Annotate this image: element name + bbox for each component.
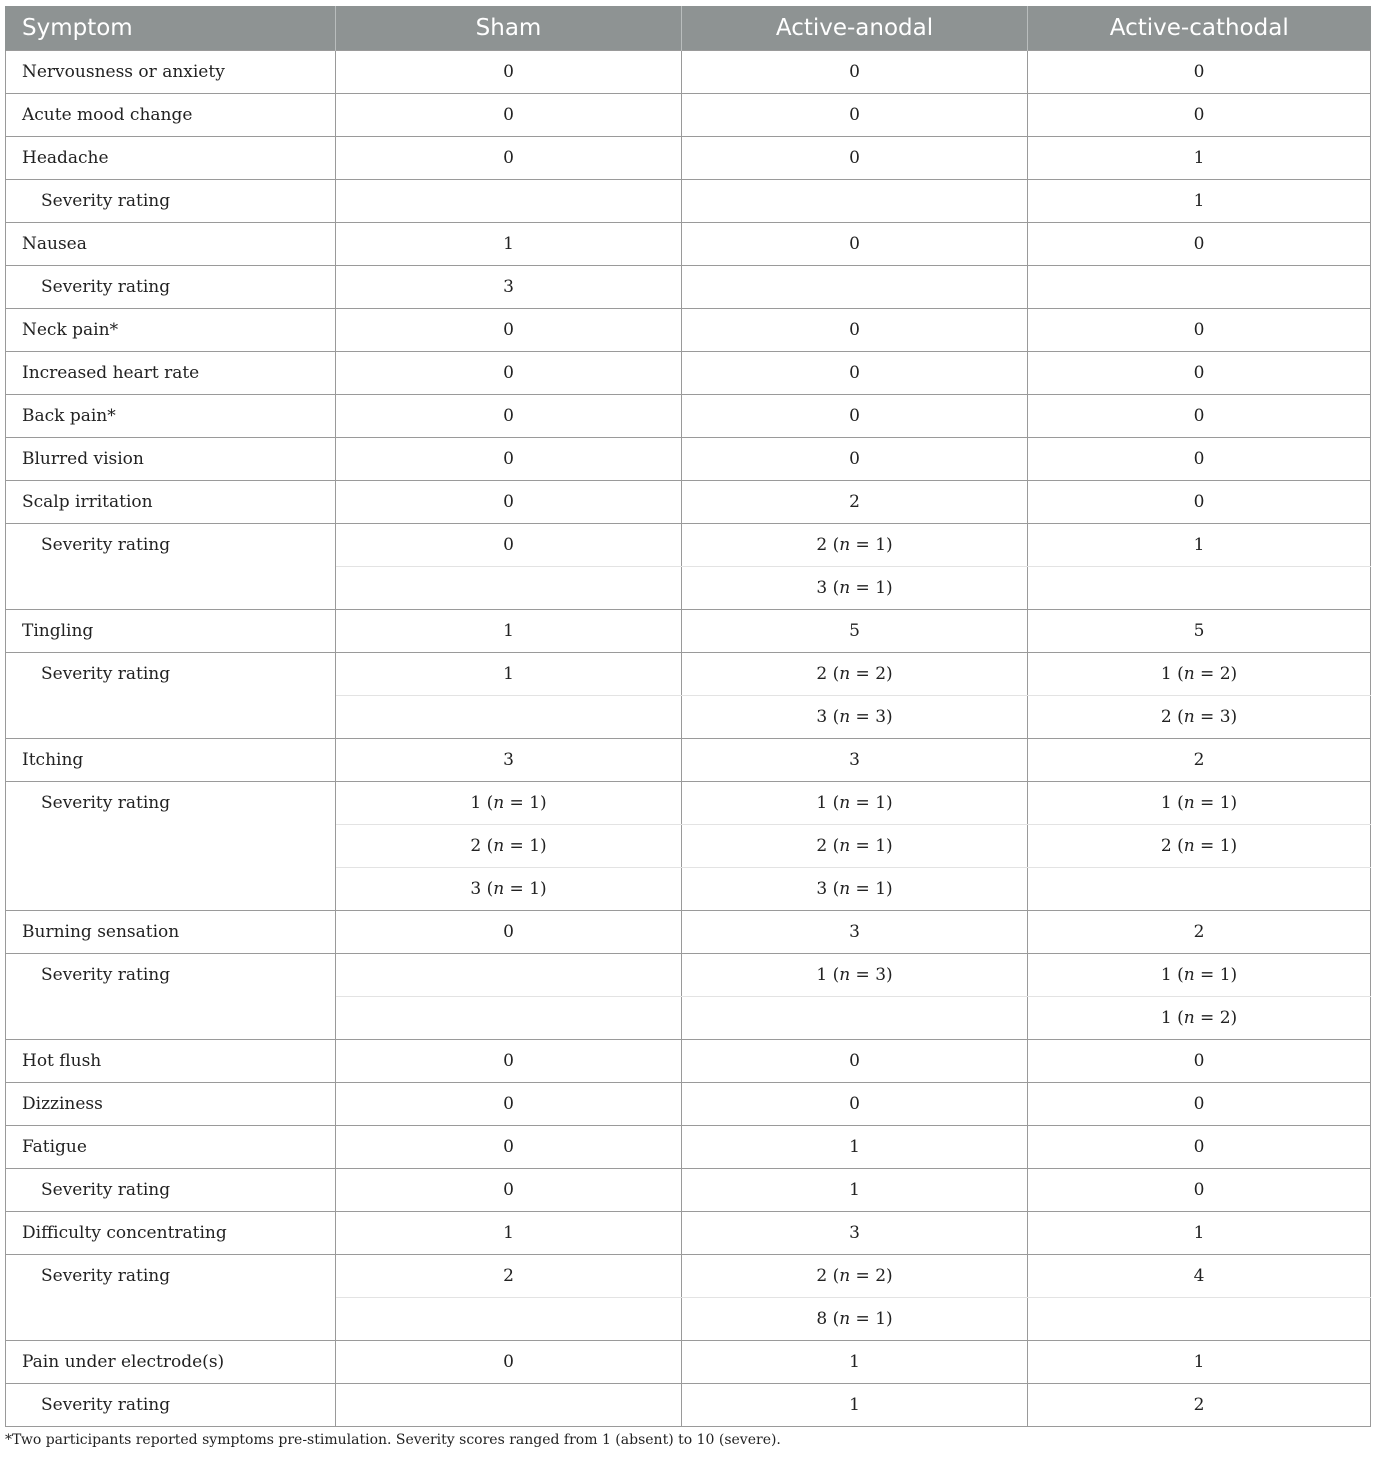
cell-active-cathodal: 0 bbox=[1028, 51, 1371, 94]
cell-sham: 1 bbox=[336, 653, 682, 696]
cell-active-cathodal: 1 bbox=[1028, 1212, 1371, 1255]
table-row bbox=[6, 438, 1371, 481]
cell-active-anodal: 3 bbox=[682, 1212, 1028, 1255]
cell-active-anodal: 0 bbox=[682, 137, 1028, 180]
col-header-active-anodal: Active-anodal bbox=[682, 6, 1028, 51]
table-row bbox=[6, 1384, 1371, 1427]
symptom-label: Itching bbox=[6, 739, 336, 782]
table-row bbox=[6, 524, 1371, 567]
cell-active-anodal: 1 bbox=[682, 1126, 1028, 1169]
cell-active-cathodal: 0 bbox=[1028, 481, 1371, 524]
cell-sham: 0 bbox=[336, 1126, 682, 1169]
cell-sham: 0 bbox=[336, 352, 682, 395]
cell-active-anodal: 2 (n = 1) bbox=[682, 825, 1028, 868]
col-header-active-cathodal: Active-cathodal bbox=[1028, 6, 1371, 51]
symptom-label: Fatigue bbox=[6, 1126, 336, 1169]
cell-active-anodal: 0 bbox=[682, 309, 1028, 352]
cell-active-cathodal: 4 bbox=[1028, 1255, 1371, 1298]
cell-sham: 1 (n = 1) bbox=[336, 782, 682, 825]
cell-active-anodal: 0 bbox=[682, 1040, 1028, 1083]
cell-active-anodal: 0 bbox=[682, 395, 1028, 438]
cell-sham bbox=[336, 696, 682, 739]
cell-active-cathodal: 2 (n = 1) bbox=[1028, 825, 1371, 868]
cell-sham: 3 bbox=[336, 266, 682, 309]
symptom-label: Neck pain* bbox=[6, 309, 336, 352]
cell-active-cathodal: 1 (n = 2) bbox=[1028, 653, 1371, 696]
table-row bbox=[6, 1341, 1371, 1384]
cell-active-cathodal: 0 bbox=[1028, 309, 1371, 352]
cell-sham: 0 bbox=[336, 1169, 682, 1212]
cell-sham: 0 bbox=[336, 94, 682, 137]
symptom-label: Tingling bbox=[6, 610, 336, 653]
cell-sham: 3 (n = 1) bbox=[336, 868, 682, 911]
cell-active-cathodal: 0 bbox=[1028, 94, 1371, 137]
cell-active-anodal: 0 bbox=[682, 1083, 1028, 1126]
severity-label: Severity rating bbox=[6, 1255, 336, 1341]
symptom-label: Burning sensation bbox=[6, 911, 336, 954]
table-body bbox=[6, 51, 1371, 1427]
cell-sham: 0 bbox=[336, 1341, 682, 1384]
cell-active-anodal: 2 (n = 2) bbox=[682, 1255, 1028, 1298]
table-row bbox=[6, 352, 1371, 395]
cell-active-cathodal: 0 bbox=[1028, 1126, 1371, 1169]
symptom-table bbox=[5, 6, 1371, 1427]
symptom-label: Increased heart rate bbox=[6, 352, 336, 395]
symptom-label: Nervousness or anxiety bbox=[6, 51, 336, 94]
cell-active-anodal: 3 (n = 3) bbox=[682, 696, 1028, 739]
col-header-sham: Sham bbox=[336, 6, 682, 51]
cell-sham: 2 bbox=[336, 1255, 682, 1298]
cell-active-cathodal: 1 bbox=[1028, 1341, 1371, 1384]
cell-sham: 0 bbox=[336, 309, 682, 352]
symptom-label: Hot flush bbox=[6, 1040, 336, 1083]
cell-sham: 0 bbox=[336, 1083, 682, 1126]
table-row bbox=[6, 911, 1371, 954]
cell-active-anodal: 2 (n = 2) bbox=[682, 653, 1028, 696]
symptom-label: Nausea bbox=[6, 223, 336, 266]
cell-active-cathodal: 2 bbox=[1028, 1384, 1371, 1427]
table-row bbox=[6, 1083, 1371, 1126]
cell-active-cathodal: 0 bbox=[1028, 1169, 1371, 1212]
cell-active-anodal: 1 bbox=[682, 1341, 1028, 1384]
cell-sham: 1 bbox=[336, 1212, 682, 1255]
cell-active-cathodal: 0 bbox=[1028, 395, 1371, 438]
cell-sham bbox=[336, 1298, 682, 1341]
col-header-symptom: Symptom bbox=[6, 6, 336, 51]
cell-active-cathodal: 5 bbox=[1028, 610, 1371, 653]
cell-sham bbox=[336, 567, 682, 610]
cell-sham bbox=[336, 180, 682, 223]
cell-active-anodal: 1 bbox=[682, 1384, 1028, 1427]
cell-sham: 0 bbox=[336, 524, 682, 567]
table-row bbox=[6, 782, 1371, 825]
severity-label: Severity rating bbox=[6, 653, 336, 739]
header-row bbox=[6, 6, 1371, 51]
symptom-label: Difficulty concentrating bbox=[6, 1212, 336, 1255]
cell-active-cathodal: 1 (n = 1) bbox=[1028, 782, 1371, 825]
cell-active-cathodal: 1 (n = 1) bbox=[1028, 954, 1371, 997]
cell-active-anodal: 1 (n = 3) bbox=[682, 954, 1028, 997]
table-row bbox=[6, 954, 1371, 997]
table-row bbox=[6, 223, 1371, 266]
table-row bbox=[6, 1255, 1371, 1298]
table-row bbox=[6, 1126, 1371, 1169]
cell-active-anodal: 0 bbox=[682, 223, 1028, 266]
cell-sham bbox=[336, 1384, 682, 1427]
symptom-label: Back pain* bbox=[6, 395, 336, 438]
cell-active-cathodal bbox=[1028, 266, 1371, 309]
cell-active-anodal: 2 bbox=[682, 481, 1028, 524]
cell-active-cathodal: 0 bbox=[1028, 438, 1371, 481]
cell-active-anodal: 0 bbox=[682, 352, 1028, 395]
cell-active-anodal bbox=[682, 997, 1028, 1040]
symptom-label: Acute mood change bbox=[6, 94, 336, 137]
table-row bbox=[6, 180, 1371, 223]
cell-active-cathodal: 1 bbox=[1028, 180, 1371, 223]
cell-active-cathodal: 1 bbox=[1028, 524, 1371, 567]
table-row bbox=[6, 266, 1371, 309]
table-row bbox=[6, 395, 1371, 438]
cell-active-anodal: 0 bbox=[682, 51, 1028, 94]
cell-active-cathodal: 0 bbox=[1028, 223, 1371, 266]
cell-active-cathodal: 1 bbox=[1028, 137, 1371, 180]
table-row bbox=[6, 653, 1371, 696]
cell-active-cathodal: 1 (n = 2) bbox=[1028, 997, 1371, 1040]
table-row bbox=[6, 1040, 1371, 1083]
cell-active-anodal: 1 bbox=[682, 1169, 1028, 1212]
cell-sham: 0 bbox=[336, 438, 682, 481]
symptom-label: Blurred vision bbox=[6, 438, 336, 481]
table-row bbox=[6, 309, 1371, 352]
cell-active-anodal: 0 bbox=[682, 438, 1028, 481]
symptom-label: Headache bbox=[6, 137, 336, 180]
cell-active-anodal: 8 (n = 1) bbox=[682, 1298, 1028, 1341]
cell-sham: 0 bbox=[336, 395, 682, 438]
cell-active-cathodal bbox=[1028, 567, 1371, 610]
cell-sham: 3 bbox=[336, 739, 682, 782]
cell-sham bbox=[336, 997, 682, 1040]
cell-active-anodal: 2 (n = 1) bbox=[682, 524, 1028, 567]
severity-label: Severity rating bbox=[6, 782, 336, 911]
severity-label: Severity rating bbox=[6, 954, 336, 1040]
cell-active-anodal: 3 (n = 1) bbox=[682, 567, 1028, 610]
table-row bbox=[6, 481, 1371, 524]
table-row bbox=[6, 137, 1371, 180]
cell-active-cathodal: 0 bbox=[1028, 1083, 1371, 1126]
cell-active-cathodal: 0 bbox=[1028, 1040, 1371, 1083]
footnote: *Two participants reported symptoms pre-stimulation. Severity scores ranged from 1 (absent) to 10 (severe). bbox=[5, 1432, 781, 1448]
cell-active-anodal: 5 bbox=[682, 610, 1028, 653]
cell-active-anodal: 3 bbox=[682, 739, 1028, 782]
cell-active-cathodal: 2 (n = 3) bbox=[1028, 696, 1371, 739]
cell-sham: 0 bbox=[336, 1040, 682, 1083]
severity-label: Severity rating bbox=[6, 1169, 336, 1212]
cell-sham bbox=[336, 954, 682, 997]
cell-sham: 0 bbox=[336, 911, 682, 954]
cell-active-anodal bbox=[682, 180, 1028, 223]
severity-label: Severity rating bbox=[6, 524, 336, 610]
table-row bbox=[6, 1212, 1371, 1255]
symptom-label: Pain under electrode(s) bbox=[6, 1341, 336, 1384]
severity-label: Severity rating bbox=[6, 266, 336, 309]
cell-sham: 2 (n = 1) bbox=[336, 825, 682, 868]
table-row bbox=[6, 51, 1371, 94]
table-row bbox=[6, 610, 1371, 653]
cell-sham: 1 bbox=[336, 223, 682, 266]
cell-active-anodal: 3 bbox=[682, 911, 1028, 954]
severity-label: Severity rating bbox=[6, 180, 336, 223]
table-row bbox=[6, 1169, 1371, 1212]
cell-active-cathodal: 2 bbox=[1028, 739, 1371, 782]
cell-active-cathodal: 0 bbox=[1028, 352, 1371, 395]
cell-active-cathodal bbox=[1028, 868, 1371, 911]
cell-sham: 0 bbox=[336, 51, 682, 94]
cell-active-anodal: 3 (n = 1) bbox=[682, 868, 1028, 911]
cell-active-cathodal: 2 bbox=[1028, 911, 1371, 954]
cell-active-anodal: 0 bbox=[682, 94, 1028, 137]
cell-sham: 0 bbox=[336, 481, 682, 524]
symptom-label: Scalp irritation bbox=[6, 481, 336, 524]
cell-active-anodal bbox=[682, 266, 1028, 309]
cell-active-cathodal bbox=[1028, 1298, 1371, 1341]
cell-active-anodal: 1 (n = 1) bbox=[682, 782, 1028, 825]
cell-sham: 0 bbox=[336, 137, 682, 180]
table-row bbox=[6, 94, 1371, 137]
table-row bbox=[6, 739, 1371, 782]
cell-sham: 1 bbox=[336, 610, 682, 653]
severity-label: Severity rating bbox=[6, 1384, 336, 1427]
symptom-label: Dizziness bbox=[6, 1083, 336, 1126]
